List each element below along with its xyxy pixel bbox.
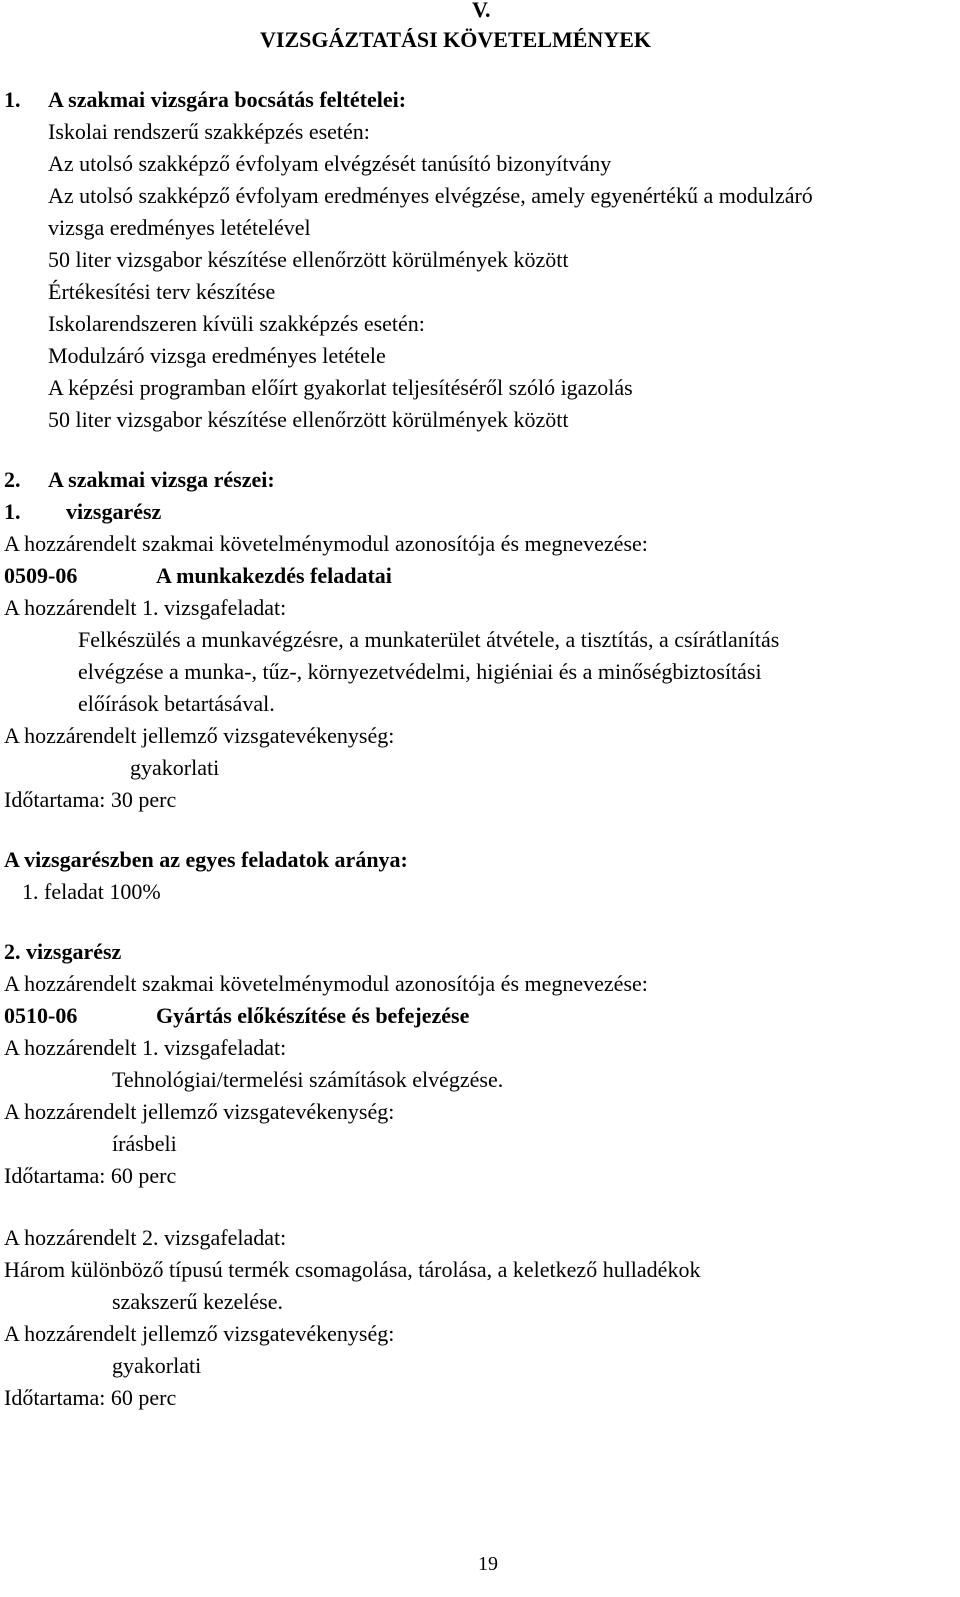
part2-module-name: Gyártás előkészítése és befejezése — [156, 1003, 470, 1028]
part2-activity2: gyakorlati — [112, 1353, 202, 1378]
section1-line: Iskolai rendszerű szakképzés esetén: — [48, 119, 370, 144]
part1-ratio-line: 1. feladat 100% — [22, 879, 161, 904]
section1-line: Iskolarendszeren kívüli szakképzés esetén: — [48, 311, 425, 336]
part2-duration1: Időtartama: 60 perc — [4, 1163, 177, 1188]
section1-line: Az utolsó szakképző évfolyam eredményes elvégzése, amely egyenértékű a modulzáró — [48, 183, 813, 208]
section1-line: Modulzáró vizsga eredményes letétele — [48, 343, 386, 368]
part1-task-line: Felkészülés a munkavégzésre, a munkaterület átvétele, a tisztítás, a csírátlanítás — [78, 627, 780, 652]
part2-task2-line: szakszerű kezelése. — [112, 1289, 284, 1314]
part2-activity2-intro: A hozzárendelt jellemző vizsgatevékenység: — [4, 1321, 395, 1346]
part2-duration2: Időtartama: 60 perc — [4, 1385, 177, 1410]
page-number: 19 — [478, 1553, 498, 1575]
part1-task-line: elvégzése a munka-, tűz-, környezetvédelmi, higiéniai és a minőségbiztosítási — [78, 659, 762, 684]
page-title: VIZSGÁZTATÁSI KÖVETELMÉNYEK — [260, 27, 651, 52]
part1-number: 1. — [4, 499, 21, 524]
section1-line: vizsga eredményes letételével — [48, 215, 311, 240]
part2-module-intro: A hozzárendelt szakmai követelménymodul azonosítója és megnevezése: — [4, 971, 648, 996]
section1-line: Értékesítési terv készítése — [48, 279, 276, 304]
part2-module-code: 0510-06 — [4, 1003, 78, 1028]
section2-number: 2. — [4, 467, 21, 492]
part2-task1: Tehnológiai/termelési számítások elvégzése. — [112, 1067, 504, 1092]
part1-ratio-title: A vizsgarészben az egyes feladatok aránya: — [4, 847, 408, 872]
part2-activity1: írásbeli — [112, 1131, 177, 1156]
section1-line: Az utolsó szakképző évfolyam elvégzését tanúsító bizonyítvány — [48, 151, 612, 176]
part1-module-name: A munkakezdés feladatai — [156, 563, 392, 588]
part1-task-line: előírások betartásával. — [78, 691, 275, 716]
part1-title: vizsgarész — [66, 499, 162, 524]
section1-title: A szakmai vizsgára bocsátás feltételei: — [48, 87, 407, 112]
chapter-roman: V. — [472, 0, 491, 22]
section2-title: A szakmai vizsga részei: — [48, 467, 275, 492]
part2-task2-intro: A hozzárendelt 2. vizsgafeladat: — [4, 1225, 287, 1250]
part1-module-intro: A hozzárendelt szakmai követelménymodul azonosítója és megnevezése: — [4, 531, 648, 556]
section1-line: 50 liter vizsgabor készítése ellenőrzött körülmények között — [48, 247, 569, 272]
part1-module-code: 0509-06 — [4, 563, 78, 588]
part1-activity: gyakorlati — [130, 755, 220, 780]
part2-task1-intro: A hozzárendelt 1. vizsgafeladat: — [4, 1035, 287, 1060]
part1-duration: Időtartama: 30 perc — [4, 787, 177, 812]
part2-task2-line: Három különböző típusú termék csomagolása, tárolása, a keletkező hulladékok — [4, 1257, 701, 1282]
section1-number: 1. — [4, 87, 21, 112]
part2-title: 2. vizsgarész — [4, 939, 122, 964]
part2-activity1-intro: A hozzárendelt jellemző vizsgatevékenység: — [4, 1099, 395, 1124]
section1-line: 50 liter vizsgabor készítése ellenőrzött körülmények között — [48, 407, 569, 432]
part1-task-intro: A hozzárendelt 1. vizsgafeladat: — [4, 595, 287, 620]
part1-activity-intro: A hozzárendelt jellemző vizsgatevékenység: — [4, 723, 395, 748]
section1-line: A képzési programban előírt gyakorlat teljesítéséről szóló igazolás — [48, 375, 633, 400]
